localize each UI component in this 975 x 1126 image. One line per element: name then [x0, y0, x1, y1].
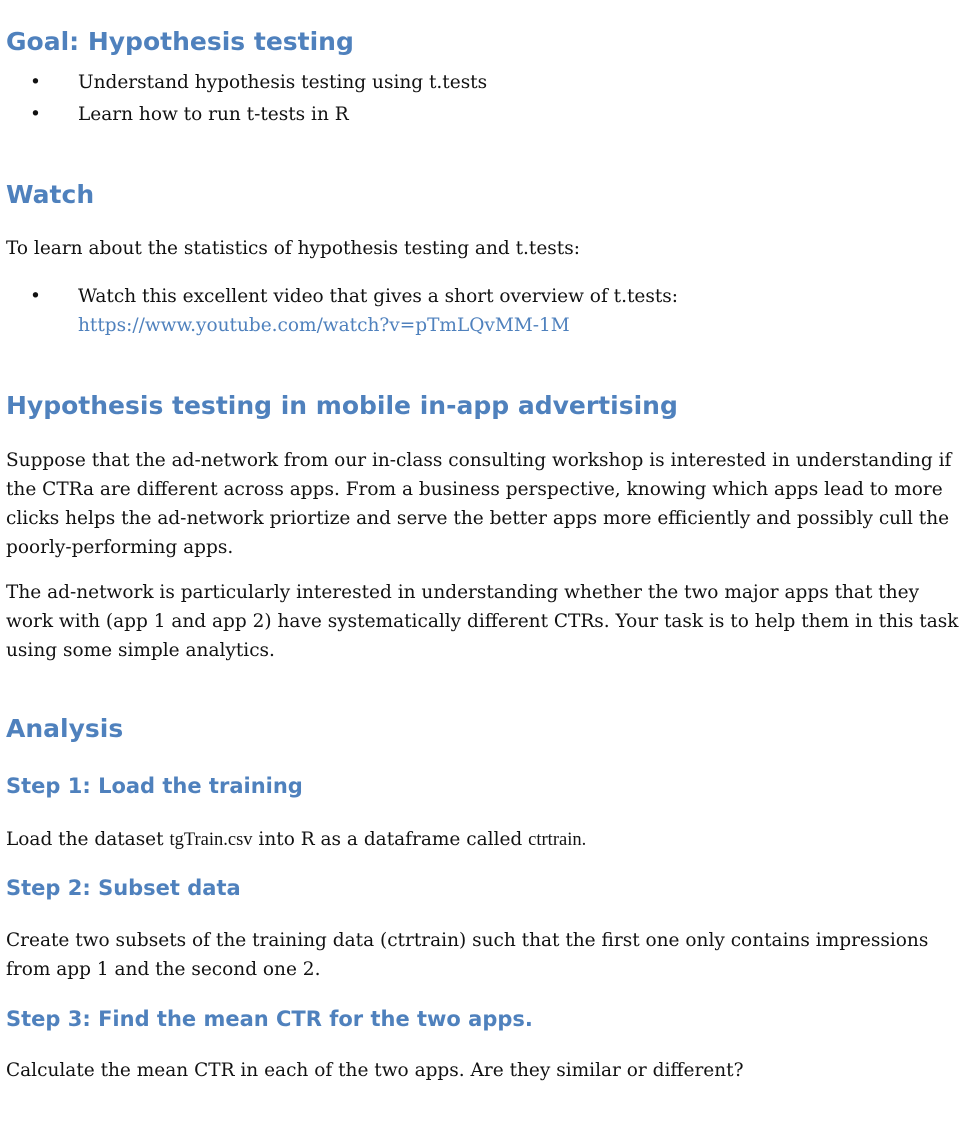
step2-heading: Step 2: Subset data [6, 876, 241, 900]
step2-text: Create two subsets of the training data (ctrtrain) such that the first one only contains impressions from app 1 and the second one 2. [6, 930, 929, 980]
analysis-heading: Analysis [6, 714, 124, 743]
goal-bullet-item [6, 68, 956, 97]
step1-heading: Step 1: Load the training [6, 774, 303, 798]
watch-bullet-item [6, 282, 956, 340]
hypothesis-paragraph-2: The ad-network is particularly interested in understanding whether the two major apps that they work with (app 1 and app 2) have systematically different CTRs. Your task is to help them in this task using some simple analytics. [6, 582, 959, 661]
step3-text: Calculate the mean CTR in each of the two apps. Are they similar or different? [6, 1060, 744, 1081]
goal-bullet-text: Learn how to run t-tests in R [78, 104, 349, 125]
bullet-icon: • [30, 72, 41, 93]
step1-text-before: Load the dataset [6, 829, 170, 850]
goal-bullet-text: Understand hypothesis testing using t.tests [78, 72, 488, 93]
watch-bullet-text: Watch this excellent video that gives a short overview of t.tests: [78, 286, 679, 307]
hypothesis-heading: Hypothesis testing in mobile in-app advertising [6, 391, 678, 420]
step1-text [6, 825, 961, 855]
step1-filename: tgTrain.csv [169, 830, 253, 850]
goal-bullet-item [6, 100, 956, 129]
bullet-icon: • [30, 286, 41, 307]
step1-dataframe-name: ctrtrain. [528, 830, 587, 850]
hypothesis-paragraph-1: Suppose that the ad-network from our in-class consulting workshop is interested in understanding if the CTRa are different across apps. From a business perspective, knowing which apps lead to more clicks helps the ad-network priortize and serve the better apps more efficiently and possibly cull the poorly-performing apps. [6, 450, 952, 558]
bullet-icon: • [30, 104, 41, 125]
goal-bullet-list [6, 68, 956, 129]
step3-heading: Step 3: Find the mean CTR for the two apps. [6, 1007, 533, 1031]
video-link[interactable]: https://www.youtube.com/watch?v=pTmLQvMM-1M [78, 315, 570, 336]
watch-intro: To learn about the statistics of hypothesis testing and t.tests: [6, 238, 580, 259]
goal-heading: Goal: Hypothesis testing [6, 27, 354, 56]
step1-text-middle: into R as a dataframe called [252, 829, 529, 850]
watch-heading: Watch [6, 180, 95, 209]
watch-bullet-list [6, 282, 956, 340]
